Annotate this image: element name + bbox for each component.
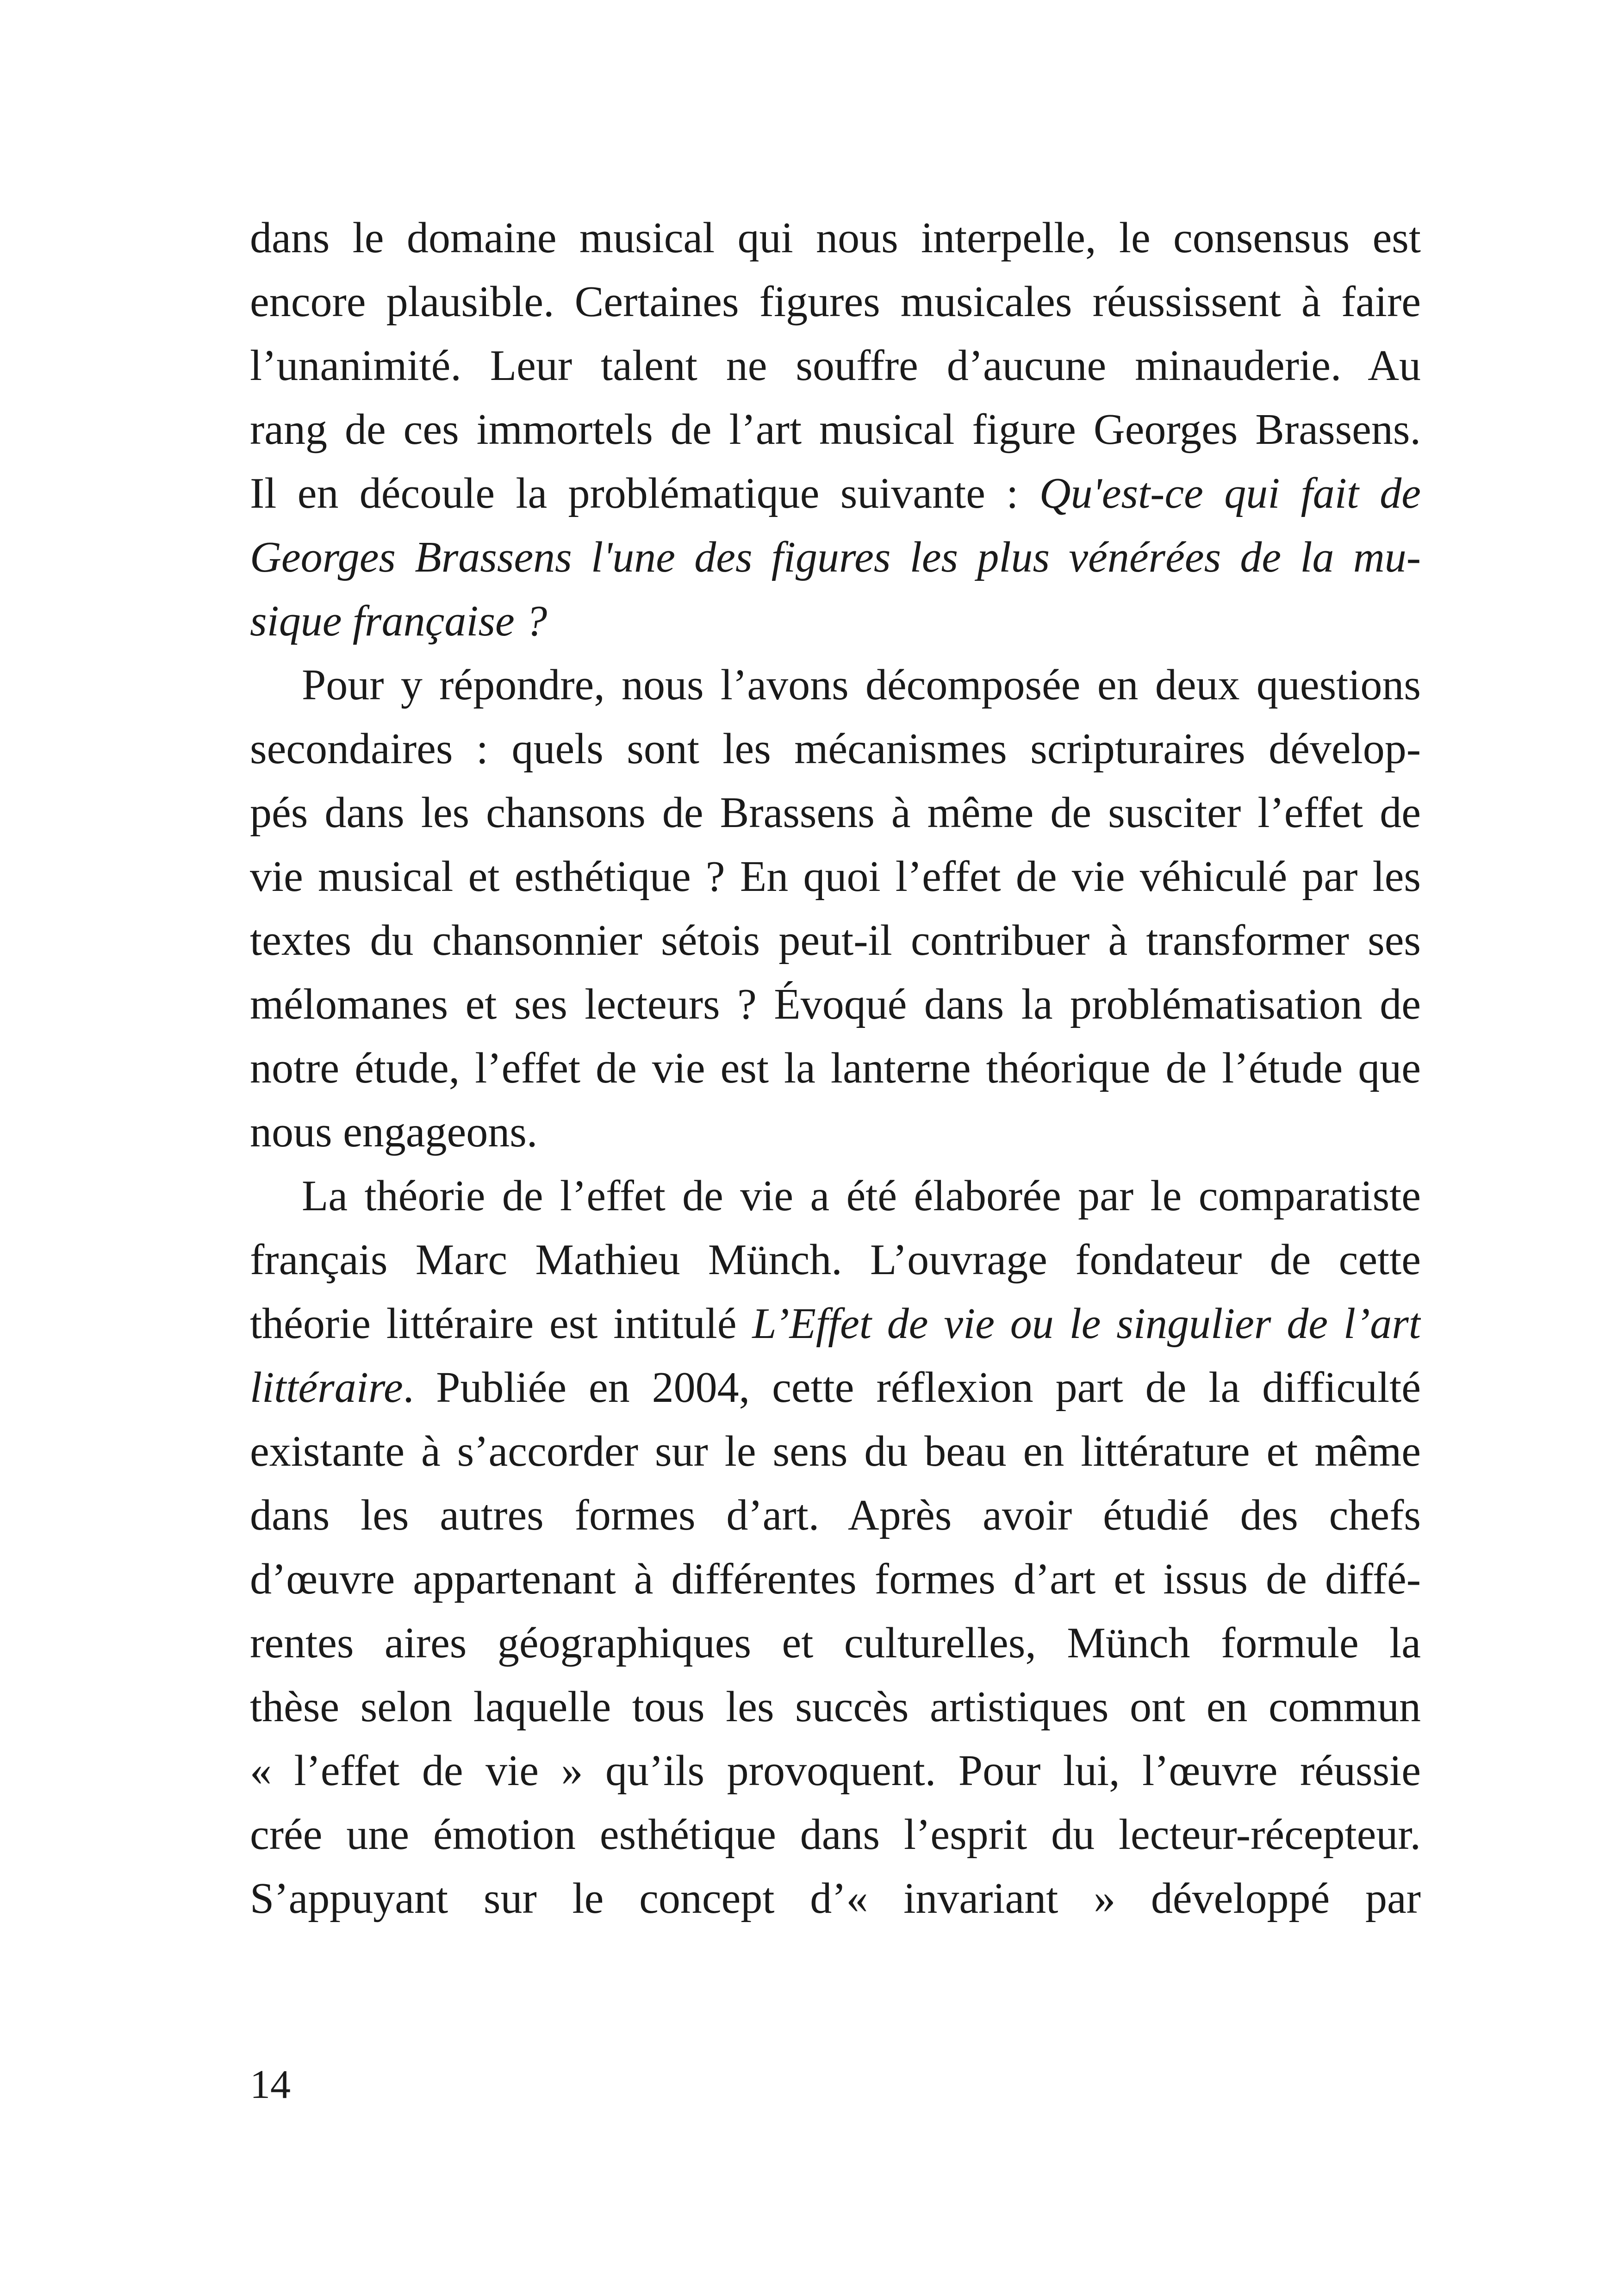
text-line: [250, 845, 1421, 908]
text-line: [250, 1483, 1421, 1547]
text-segment: l’unanimité. Leur talent ne souffre d’aucune minauderie. Au: [250, 342, 1421, 390]
text-segment: rang de ces immortels de l’art musical figure Georges Brassens.: [250, 405, 1421, 454]
italic-text: Georges Brassens l'une des figures les plus vénérées de la mu-: [250, 533, 1421, 581]
text-line: [250, 1675, 1421, 1739]
text-segment: existante à s’accorder sur le sens du beau en littérature et même: [250, 1427, 1421, 1475]
text-line: [250, 908, 1421, 972]
text-segment: . Publiée en 2004, cette réflexion part de la difficulté: [403, 1363, 1421, 1412]
text-segment: d’œuvre appartenant à différentes formes d’art et issus de diffé-: [250, 1555, 1421, 1603]
text-line: [250, 525, 1421, 589]
italic-text: L’Effet de vie ou le singulier de l’art: [752, 1300, 1421, 1348]
text-line: [250, 270, 1421, 334]
text-line: [250, 1228, 1421, 1292]
text-line: [250, 1611, 1421, 1675]
italic-text: sique française ?: [250, 597, 548, 645]
text-line: [250, 1164, 1421, 1228]
text-segment: français Marc Mathieu Münch. L’ouvrage fondateur de cette: [250, 1236, 1421, 1284]
text-segment: dans le domaine musical qui nous interpelle, le consensus est: [250, 214, 1421, 262]
text-segment: vie musical et esthétique ? En quoi l’effet de vie véhiculé par les: [250, 852, 1421, 901]
page-number: 14: [250, 2062, 291, 2107]
text-line: [250, 1547, 1421, 1611]
text-segment: rentes aires géographiques et culturelles, Münch formule la: [250, 1619, 1421, 1667]
text-segment: thèse selon laquelle tous les succès artistiques ont en commun: [250, 1683, 1421, 1731]
text-segment: Il en découle la problématique suivante :: [250, 469, 1039, 517]
text-segment: pés dans les chansons de Brassens à même de susciter l’effet de: [250, 789, 1421, 837]
text-segment: textes du chansonnier sétois peut-il contribuer à transformer ses: [250, 916, 1421, 964]
text-segment: La théorie de l’effet de vie a été élaborée par le comparatiste: [302, 1172, 1421, 1220]
text-segment: « l’effet de vie » qu’ils provoquent. Pour lui, l’œuvre réussie: [250, 1747, 1421, 1795]
text-segment: théorie littéraire est intitulé: [250, 1300, 753, 1348]
text-line: [250, 653, 1421, 717]
text-line: [250, 1356, 1421, 1419]
italic-text: Qu'est-ce qui fait de: [1039, 469, 1421, 517]
text-line: [250, 398, 1421, 461]
text-line: [250, 589, 1421, 653]
text-segment: dans les autres formes d’art. Après avoir étudié des chefs: [250, 1491, 1421, 1539]
text-segment: notre étude, l’effet de vie est la lanterne théorique de l’étude que: [250, 1044, 1421, 1092]
text-line: [250, 1419, 1421, 1483]
text-segment: mélomanes et ses lecteurs ? Évoqué dans la problématisation de: [250, 980, 1421, 1028]
text-segment: nous engageons.: [250, 1108, 538, 1156]
text-segment: secondaires : quels sont les mécanismes scripturaires dévelop-: [250, 725, 1421, 773]
text-line: [250, 461, 1421, 525]
text-line: [250, 206, 1421, 270]
text-segment: crée une émotion esthétique dans l’esprit du lecteur-récepteur.: [250, 1811, 1421, 1859]
text-line: [250, 1100, 1421, 1164]
text-line: [250, 972, 1421, 1036]
text-line: [250, 1292, 1421, 1356]
text-line: [250, 781, 1421, 845]
text-segment: S’appuyant sur le concept d’« invariant » développé par: [250, 1874, 1421, 1923]
body-text: [250, 206, 1421, 1930]
text-line: [250, 1036, 1421, 1100]
text-line: [250, 1867, 1421, 1930]
text-line: [250, 1803, 1421, 1867]
text-segment: encore plausible. Certaines figures musicales réussissent à faire: [250, 278, 1421, 326]
text-line: [250, 334, 1421, 398]
text-segment: Pour y répondre, nous l’avons décomposée en deux questions: [302, 661, 1421, 709]
text-line: [250, 1739, 1421, 1803]
italic-text: littéraire: [250, 1363, 403, 1412]
text-line: [250, 717, 1421, 781]
